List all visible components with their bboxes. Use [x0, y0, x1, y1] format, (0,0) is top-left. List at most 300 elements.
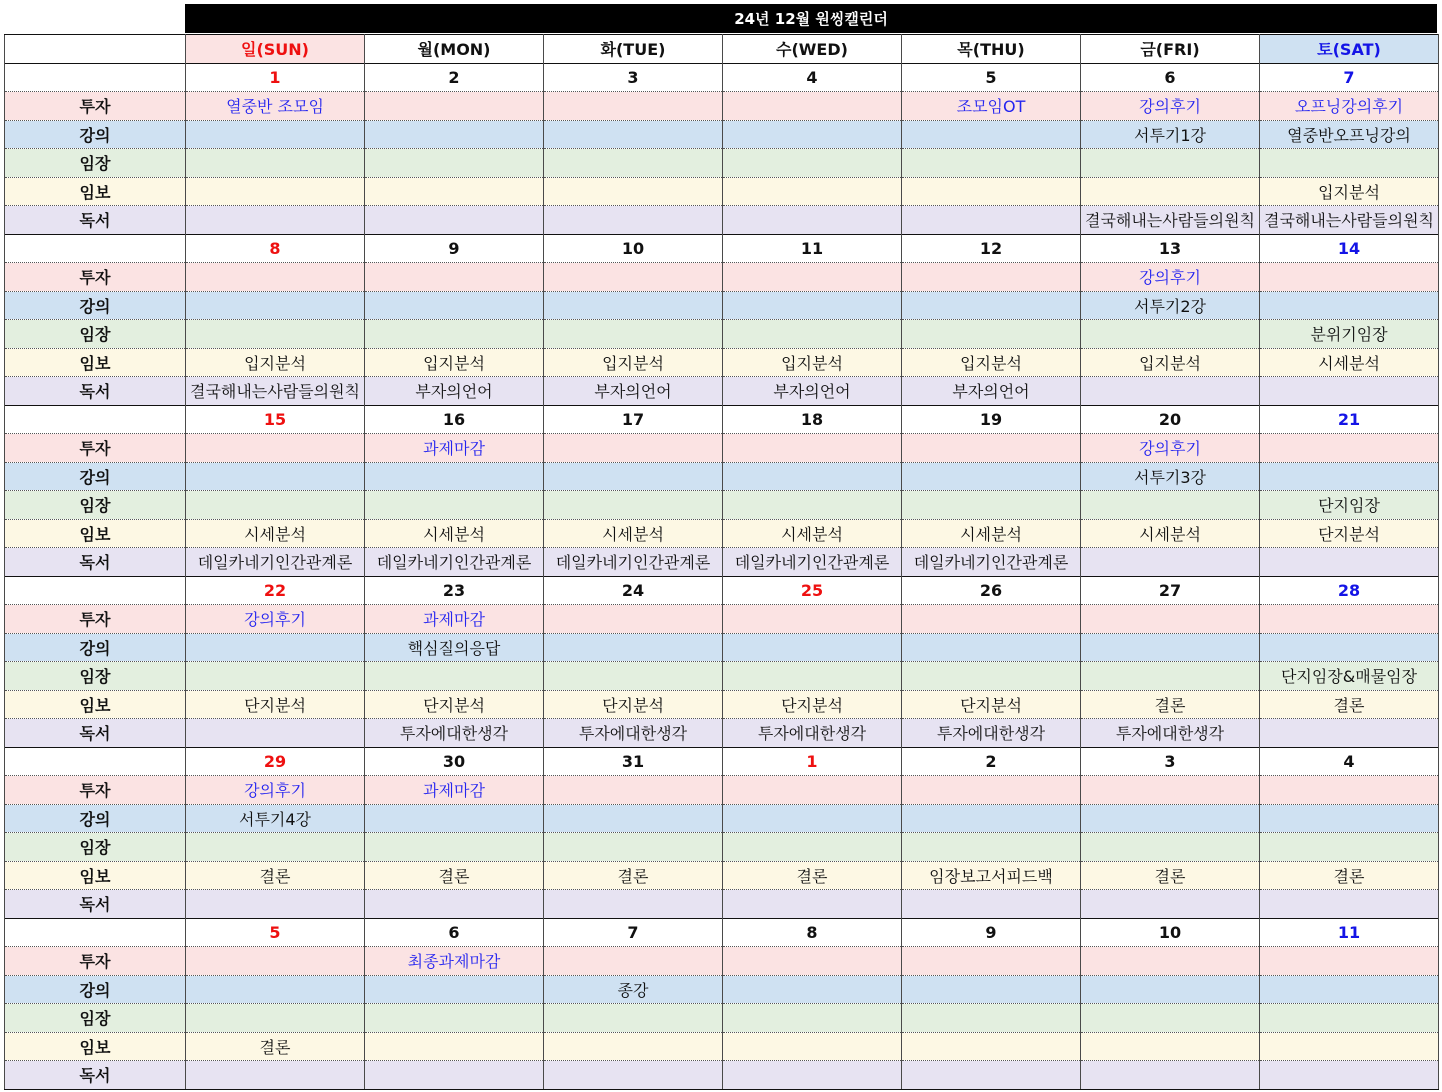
date-cell: 21: [1260, 405, 1439, 434]
weekday-header-5: 금(FRI): [1081, 35, 1260, 64]
date-cell: 6: [1081, 63, 1260, 92]
date-cell: 10: [1081, 918, 1260, 947]
category-label: 강의: [5, 291, 186, 320]
schedule-cell: [1260, 1004, 1439, 1033]
schedule-cell: [723, 434, 902, 463]
date-cell: 8: [186, 234, 365, 263]
schedule-cell: [902, 462, 1081, 491]
category-label: 임장: [5, 833, 186, 862]
date-cell: 18: [723, 405, 902, 434]
category-row-강의: [5, 291, 1439, 320]
schedule-cell: [902, 833, 1081, 862]
category-label: 강의: [5, 633, 186, 662]
schedule-cell: 부자의언어: [902, 377, 1081, 406]
schedule-cell: 열중반오프닝강의: [1260, 120, 1439, 149]
category-row-임보: [5, 861, 1439, 890]
schedule-cell: 시세분석: [1081, 519, 1260, 548]
schedule-cell: [544, 605, 723, 634]
schedule-cell: 서투기1강: [1081, 120, 1260, 149]
category-row-투자: [5, 947, 1439, 976]
schedule-cell: 단지분석: [544, 690, 723, 719]
schedule-cell: 오프닝강의후기: [1260, 92, 1439, 121]
schedule-cell: 과제마감: [365, 776, 544, 805]
date-row-label-cell: [5, 918, 186, 947]
schedule-cell: 입지분석: [723, 348, 902, 377]
date-cell: 24: [544, 576, 723, 605]
date-cell: 3: [544, 63, 723, 92]
schedule-cell: [902, 320, 1081, 349]
schedule-cell: [902, 263, 1081, 292]
schedule-cell: [902, 804, 1081, 833]
schedule-cell: 결론: [1081, 861, 1260, 890]
schedule-cell: 결국해내는사람들의원칙: [1081, 206, 1260, 235]
date-cell: 2: [365, 63, 544, 92]
schedule-cell: [365, 263, 544, 292]
category-label: 강의: [5, 120, 186, 149]
schedule-cell: [1260, 149, 1439, 178]
schedule-cell: [902, 662, 1081, 691]
schedule-cell: [1081, 149, 1260, 178]
date-cell: 15: [186, 405, 365, 434]
schedule-cell: [1081, 1004, 1260, 1033]
schedule-cell: [902, 947, 1081, 976]
schedule-cell: [544, 633, 723, 662]
weekday-header-1: 월(MON): [365, 35, 544, 64]
category-row-임장: [5, 662, 1439, 691]
weekday-header-2: 화(TUE): [544, 35, 723, 64]
category-row-임보: [5, 177, 1439, 206]
schedule-cell: [723, 320, 902, 349]
schedule-cell: [186, 177, 365, 206]
schedule-cell: 강의후기: [1081, 263, 1260, 292]
schedule-cell: 투자에대한생각: [544, 719, 723, 748]
schedule-cell: [902, 633, 1081, 662]
category-label: 임보: [5, 1032, 186, 1061]
schedule-cell: [1260, 605, 1439, 634]
category-row-독서: [5, 1061, 1439, 1090]
category-label: 임보: [5, 177, 186, 206]
schedule-cell: [1081, 833, 1260, 862]
schedule-cell: 입지분석: [544, 348, 723, 377]
category-label: 독서: [5, 548, 186, 577]
schedule-cell: [723, 947, 902, 976]
date-cell: 1: [186, 63, 365, 92]
schedule-cell: [723, 491, 902, 520]
category-label: 임보: [5, 690, 186, 719]
schedule-cell: [186, 633, 365, 662]
date-cell: 5: [186, 918, 365, 947]
schedule-cell: [1260, 633, 1439, 662]
schedule-cell: [1081, 548, 1260, 577]
week-date-row: [5, 576, 1439, 605]
category-row-임보: [5, 690, 1439, 719]
schedule-cell: [186, 491, 365, 520]
date-cell: 4: [1260, 747, 1439, 776]
schedule-cell: [1260, 377, 1439, 406]
category-label: 강의: [5, 462, 186, 491]
schedule-cell: 데일카네기인간관계론: [365, 548, 544, 577]
date-row-label-cell: [5, 747, 186, 776]
schedule-cell: 단지임장: [1260, 491, 1439, 520]
date-cell: 11: [1260, 918, 1439, 947]
schedule-cell: [1260, 1032, 1439, 1061]
schedule-cell: [544, 776, 723, 805]
schedule-cell: 데일카네기인간관계론: [544, 548, 723, 577]
date-row-label-cell: [5, 405, 186, 434]
schedule-cell: [723, 662, 902, 691]
category-row-임장: [5, 491, 1439, 520]
date-cell: 6: [365, 918, 544, 947]
schedule-cell: [902, 149, 1081, 178]
schedule-cell: [1081, 633, 1260, 662]
category-label: 임보: [5, 861, 186, 890]
category-label: 임장: [5, 662, 186, 691]
schedule-cell: 결론: [1260, 690, 1439, 719]
schedule-cell: [186, 120, 365, 149]
schedule-cell: [544, 120, 723, 149]
schedule-cell: [544, 434, 723, 463]
schedule-cell: [365, 120, 544, 149]
schedule-cell: [186, 719, 365, 748]
week-date-row: [5, 234, 1439, 263]
schedule-cell: 투자에대한생각: [365, 719, 544, 748]
category-label: 투자: [5, 263, 186, 292]
schedule-cell: [1081, 975, 1260, 1004]
schedule-cell: [1260, 975, 1439, 1004]
schedule-cell: 결론: [723, 861, 902, 890]
schedule-cell: [544, 1061, 723, 1090]
category-row-강의: [5, 975, 1439, 1004]
schedule-cell: [1260, 719, 1439, 748]
schedule-cell: [723, 149, 902, 178]
schedule-cell: [544, 1004, 723, 1033]
schedule-cell: 최종과제마감: [365, 947, 544, 976]
schedule-cell: 투자에대한생각: [723, 719, 902, 748]
date-cell: 20: [1081, 405, 1260, 434]
schedule-cell: [544, 804, 723, 833]
schedule-cell: [1260, 833, 1439, 862]
schedule-cell: 입지분석: [1081, 348, 1260, 377]
schedule-cell: [365, 149, 544, 178]
schedule-cell: [1260, 462, 1439, 491]
schedule-cell: [1081, 605, 1260, 634]
category-row-투자: [5, 776, 1439, 805]
schedule-cell: [723, 1032, 902, 1061]
schedule-cell: [1081, 177, 1260, 206]
date-cell: 11: [723, 234, 902, 263]
date-cell: 10: [544, 234, 723, 263]
schedule-cell: [365, 804, 544, 833]
schedule-cell: [365, 320, 544, 349]
schedule-cell: [544, 462, 723, 491]
schedule-cell: [186, 1004, 365, 1033]
schedule-cell: 단지분석: [902, 690, 1081, 719]
weekday-header-row: [5, 35, 1439, 64]
schedule-cell: [365, 177, 544, 206]
date-cell: 28: [1260, 576, 1439, 605]
schedule-cell: 결론: [1260, 861, 1439, 890]
schedule-cell: 단지분석: [723, 690, 902, 719]
calendar-title: 24년 12월 원씽캘린더: [185, 4, 1437, 33]
schedule-cell: [902, 776, 1081, 805]
date-cell: 1: [723, 747, 902, 776]
schedule-cell: [1260, 890, 1439, 919]
schedule-cell: [1081, 947, 1260, 976]
schedule-cell: 서투기3강: [1081, 462, 1260, 491]
category-row-임장: [5, 149, 1439, 178]
category-row-임장: [5, 833, 1439, 862]
schedule-cell: [544, 320, 723, 349]
schedule-cell: 입지분석: [1260, 177, 1439, 206]
category-label: 독서: [5, 719, 186, 748]
category-label: 임장: [5, 149, 186, 178]
schedule-cell: 입지분석: [365, 348, 544, 377]
schedule-cell: [1260, 263, 1439, 292]
schedule-cell: 분위기임장: [1260, 320, 1439, 349]
schedule-cell: [1081, 491, 1260, 520]
schedule-cell: [186, 206, 365, 235]
schedule-cell: [186, 890, 365, 919]
schedule-cell: [902, 605, 1081, 634]
date-cell: 30: [365, 747, 544, 776]
schedule-cell: [902, 890, 1081, 919]
schedule-cell: 투자에대한생각: [902, 719, 1081, 748]
schedule-cell: [902, 120, 1081, 149]
category-label: 투자: [5, 947, 186, 976]
schedule-cell: 과제마감: [365, 434, 544, 463]
weekday-header-6: 토(SAT): [1260, 35, 1439, 64]
date-cell: 19: [902, 405, 1081, 434]
schedule-cell: 결론: [544, 861, 723, 890]
date-row-label-cell: [5, 63, 186, 92]
schedule-cell: [723, 975, 902, 1004]
schedule-cell: [186, 291, 365, 320]
schedule-cell: [902, 975, 1081, 1004]
schedule-cell: [186, 833, 365, 862]
schedule-cell: [723, 206, 902, 235]
schedule-cell: [723, 776, 902, 805]
schedule-cell: 데일카네기인간관계론: [186, 548, 365, 577]
schedule-cell: [1081, 320, 1260, 349]
schedule-cell: [1081, 1061, 1260, 1090]
schedule-cell: [902, 491, 1081, 520]
week-date-row: [5, 405, 1439, 434]
schedule-cell: 시세분석: [723, 519, 902, 548]
date-cell: 16: [365, 405, 544, 434]
schedule-cell: [1081, 890, 1260, 919]
schedule-cell: 데일카네기인간관계론: [902, 548, 1081, 577]
category-label: 독서: [5, 206, 186, 235]
schedule-cell: [544, 833, 723, 862]
category-label: 독서: [5, 890, 186, 919]
schedule-cell: [544, 263, 723, 292]
date-cell: 9: [365, 234, 544, 263]
schedule-cell: 강의후기: [186, 776, 365, 805]
schedule-cell: [186, 462, 365, 491]
category-row-투자: [5, 92, 1439, 121]
schedule-cell: [1260, 776, 1439, 805]
date-cell: 9: [902, 918, 1081, 947]
date-cell: 7: [544, 918, 723, 947]
schedule-cell: 단지분석: [365, 690, 544, 719]
schedule-cell: 단지분석: [1260, 519, 1439, 548]
schedule-cell: 시세분석: [186, 519, 365, 548]
schedule-cell: [186, 320, 365, 349]
schedule-cell: [186, 1061, 365, 1090]
category-row-독서: [5, 548, 1439, 577]
schedule-cell: [186, 263, 365, 292]
category-label: 강의: [5, 975, 186, 1004]
date-cell: 29: [186, 747, 365, 776]
category-row-임장: [5, 320, 1439, 349]
category-label: 임보: [5, 519, 186, 548]
category-label: 독서: [5, 377, 186, 406]
schedule-cell: [365, 291, 544, 320]
schedule-cell: 부자의언어: [544, 377, 723, 406]
schedule-cell: [544, 1032, 723, 1061]
category-label: 임장: [5, 1004, 186, 1033]
schedule-cell: 결론: [186, 861, 365, 890]
schedule-cell: [723, 177, 902, 206]
category-row-투자: [5, 605, 1439, 634]
schedule-cell: 시세분석: [365, 519, 544, 548]
date-cell: 12: [902, 234, 1081, 263]
schedule-cell: [365, 491, 544, 520]
schedule-cell: 부자의언어: [723, 377, 902, 406]
schedule-cell: 서투기2강: [1081, 291, 1260, 320]
schedule-cell: [723, 633, 902, 662]
schedule-cell: [1081, 662, 1260, 691]
schedule-cell: [544, 206, 723, 235]
schedule-cell: 조모임OT: [902, 92, 1081, 121]
schedule-cell: [902, 1061, 1081, 1090]
schedule-cell: 과제마감: [365, 605, 544, 634]
schedule-cell: [723, 291, 902, 320]
category-row-강의: [5, 804, 1439, 833]
schedule-cell: 투자에대한생각: [1081, 719, 1260, 748]
schedule-cell: [544, 662, 723, 691]
date-cell: 7: [1260, 63, 1439, 92]
schedule-cell: [365, 975, 544, 1004]
schedule-cell: [723, 1061, 902, 1090]
category-label: 임장: [5, 491, 186, 520]
schedule-cell: [723, 263, 902, 292]
category-label: 투자: [5, 605, 186, 634]
schedule-cell: [365, 890, 544, 919]
date-cell: 27: [1081, 576, 1260, 605]
schedule-cell: 시세분석: [544, 519, 723, 548]
schedule-cell: [544, 491, 723, 520]
schedule-cell: 강의후기: [186, 605, 365, 634]
category-row-독서: [5, 377, 1439, 406]
schedule-cell: [365, 1032, 544, 1061]
date-row-label-cell: [5, 234, 186, 263]
date-cell: 8: [723, 918, 902, 947]
schedule-cell: [1260, 291, 1439, 320]
schedule-cell: [902, 1032, 1081, 1061]
schedule-cell: 결론: [365, 861, 544, 890]
schedule-cell: [723, 890, 902, 919]
schedule-cell: 입지분석: [186, 348, 365, 377]
schedule-cell: [902, 177, 1081, 206]
schedule-cell: [1260, 804, 1439, 833]
schedule-cell: [365, 92, 544, 121]
category-row-임보: [5, 1032, 1439, 1061]
schedule-cell: [186, 947, 365, 976]
schedule-cell: [723, 120, 902, 149]
schedule-cell: [544, 291, 723, 320]
category-row-임장: [5, 1004, 1439, 1033]
schedule-cell: [365, 1004, 544, 1033]
category-label: 투자: [5, 776, 186, 805]
category-label: 투자: [5, 434, 186, 463]
schedule-cell: [1081, 1032, 1260, 1061]
schedule-cell: [723, 833, 902, 862]
schedule-cell: 결국해내는사람들의원칙: [186, 377, 365, 406]
weekday-header-4: 목(THU): [902, 35, 1081, 64]
schedule-cell: [544, 177, 723, 206]
calendar-grid: [4, 34, 1439, 1090]
schedule-cell: [902, 1004, 1081, 1033]
date-cell: 22: [186, 576, 365, 605]
date-cell: 31: [544, 747, 723, 776]
schedule-cell: [902, 434, 1081, 463]
date-cell: 26: [902, 576, 1081, 605]
date-cell: 17: [544, 405, 723, 434]
schedule-cell: [1081, 804, 1260, 833]
schedule-cell: [1260, 434, 1439, 463]
schedule-cell: [1260, 1061, 1439, 1090]
schedule-cell: [902, 206, 1081, 235]
week-date-row: [5, 918, 1439, 947]
schedule-cell: [544, 92, 723, 121]
schedule-cell: 결론: [1081, 690, 1260, 719]
date-row-label-cell: [5, 576, 186, 605]
schedule-cell: 열중반 조모임: [186, 92, 365, 121]
category-row-투자: [5, 434, 1439, 463]
date-cell: 3: [1081, 747, 1260, 776]
schedule-cell: [1081, 776, 1260, 805]
category-label: 투자: [5, 92, 186, 121]
schedule-cell: [365, 206, 544, 235]
schedule-cell: [723, 804, 902, 833]
week-date-row: [5, 747, 1439, 776]
schedule-cell: [544, 890, 723, 919]
date-cell: 25: [723, 576, 902, 605]
schedule-cell: [186, 662, 365, 691]
week-date-row: [5, 63, 1439, 92]
weekday-header-3: 수(WED): [723, 35, 902, 64]
date-cell: 4: [723, 63, 902, 92]
category-row-투자: [5, 263, 1439, 292]
schedule-cell: [544, 149, 723, 178]
schedule-cell: [186, 975, 365, 1004]
category-row-독서: [5, 890, 1439, 919]
schedule-cell: [723, 605, 902, 634]
schedule-cell: [723, 1004, 902, 1033]
schedule-cell: [723, 462, 902, 491]
schedule-cell: 결론: [186, 1032, 365, 1061]
schedule-cell: [544, 947, 723, 976]
schedule-cell: 종강: [544, 975, 723, 1004]
schedule-cell: [1260, 548, 1439, 577]
schedule-cell: [186, 149, 365, 178]
schedule-cell: [1260, 947, 1439, 976]
category-label: 임장: [5, 320, 186, 349]
schedule-cell: [365, 462, 544, 491]
schedule-cell: 시세분석: [1260, 348, 1439, 377]
category-row-강의: [5, 633, 1439, 662]
